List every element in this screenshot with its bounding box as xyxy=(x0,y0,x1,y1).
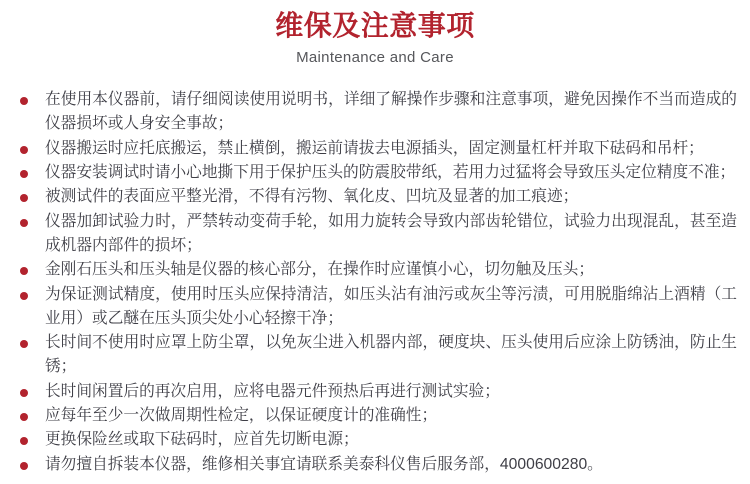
list-item-text: 仪器安装调试时请小心地撕下用于保护压头的防震胶带纸，若用力过猛将会导致压头定位精度不准； xyxy=(45,164,736,182)
list-item-text: 为保证测试精度，使用时压头应保持清洁，如压头沾有油污或灰尘等污渍，可用脱脂绵沾上酒精（工业用）或乙醚在压头顶尖处小心轻擦干净； xyxy=(45,285,737,327)
list-item-text: 金刚石压头和压头轴是仪器的核心部分，在操作时应谨慎小心，切勿触及压头； xyxy=(45,261,595,279)
list-item-text: 更换保险丝或取下砝码时，应首先切断电源； xyxy=(45,431,359,449)
bullet-icon xyxy=(20,267,28,275)
list-item-text: 在使用本仪器前，请仔细阅读使用说明书，详细了解操作步骤和注意事项，避免因操作不当而造成的仪器损坏或人身安全事故； xyxy=(45,91,737,133)
bullet-icon xyxy=(20,340,28,348)
list-item xyxy=(0,453,737,477)
bullet-icon xyxy=(20,413,28,421)
bullet-icon xyxy=(20,170,28,178)
bullet-icon xyxy=(20,97,28,105)
list-item xyxy=(0,404,737,428)
list-item xyxy=(0,258,737,282)
page-subtitle: Maintenance and Care xyxy=(296,49,454,67)
list-item xyxy=(0,283,737,332)
list-item-text: 应每年至少一次做周期性检定，以保证硬度计的准确性； xyxy=(45,407,438,425)
maintenance-notes-list xyxy=(0,88,750,477)
list-item-text: 仪器搬运时应托底搬运，禁止横倒，搬运前请拔去电源插头，固定测量杠杆并取下砝码和吊杆； xyxy=(45,139,704,157)
list-item xyxy=(0,161,737,185)
maintenance-care-page xyxy=(0,10,750,484)
list-item-text: 被测试件的表面应平整光滑，不得有污物、氧化皮、凹坑及显著的加工痕迹； xyxy=(45,188,579,206)
page-title: 维保及注意事项 xyxy=(275,10,475,41)
bullet-icon xyxy=(20,194,28,202)
bullet-icon xyxy=(20,437,28,445)
list-item xyxy=(0,210,737,259)
list-item xyxy=(0,428,737,452)
list-item-text: 请勿擅自拆装本仪器，维修相关事宜请联系美泰科仪售后服务部，4000600280。 xyxy=(45,455,603,473)
list-item xyxy=(0,380,737,404)
list-item xyxy=(0,88,737,137)
list-item xyxy=(0,185,737,209)
list-item-text: 仪器加卸试验力时，严禁转动变荷手轮，如用力旋转会导致内部齿轮错位，试验力出现混乱，甚至造成机器内部件的损坏； xyxy=(45,212,737,254)
document-header xyxy=(0,10,750,67)
list-item xyxy=(0,331,737,380)
bullet-icon xyxy=(20,389,28,397)
bullet-icon xyxy=(20,292,28,300)
list-item-text: 长时间不使用时应罩上防尘罩，以免灰尘进入机器内部，硬度块、压头使用后应涂上防锈油，防止生锈； xyxy=(45,334,737,376)
bullet-icon xyxy=(20,462,28,470)
list-item-text: 长时间闲置后的再次启用，应将电器元件预热后再进行测试实验； xyxy=(45,382,500,400)
bullet-icon xyxy=(20,146,28,154)
list-item xyxy=(0,137,737,161)
bullet-icon xyxy=(20,219,28,227)
